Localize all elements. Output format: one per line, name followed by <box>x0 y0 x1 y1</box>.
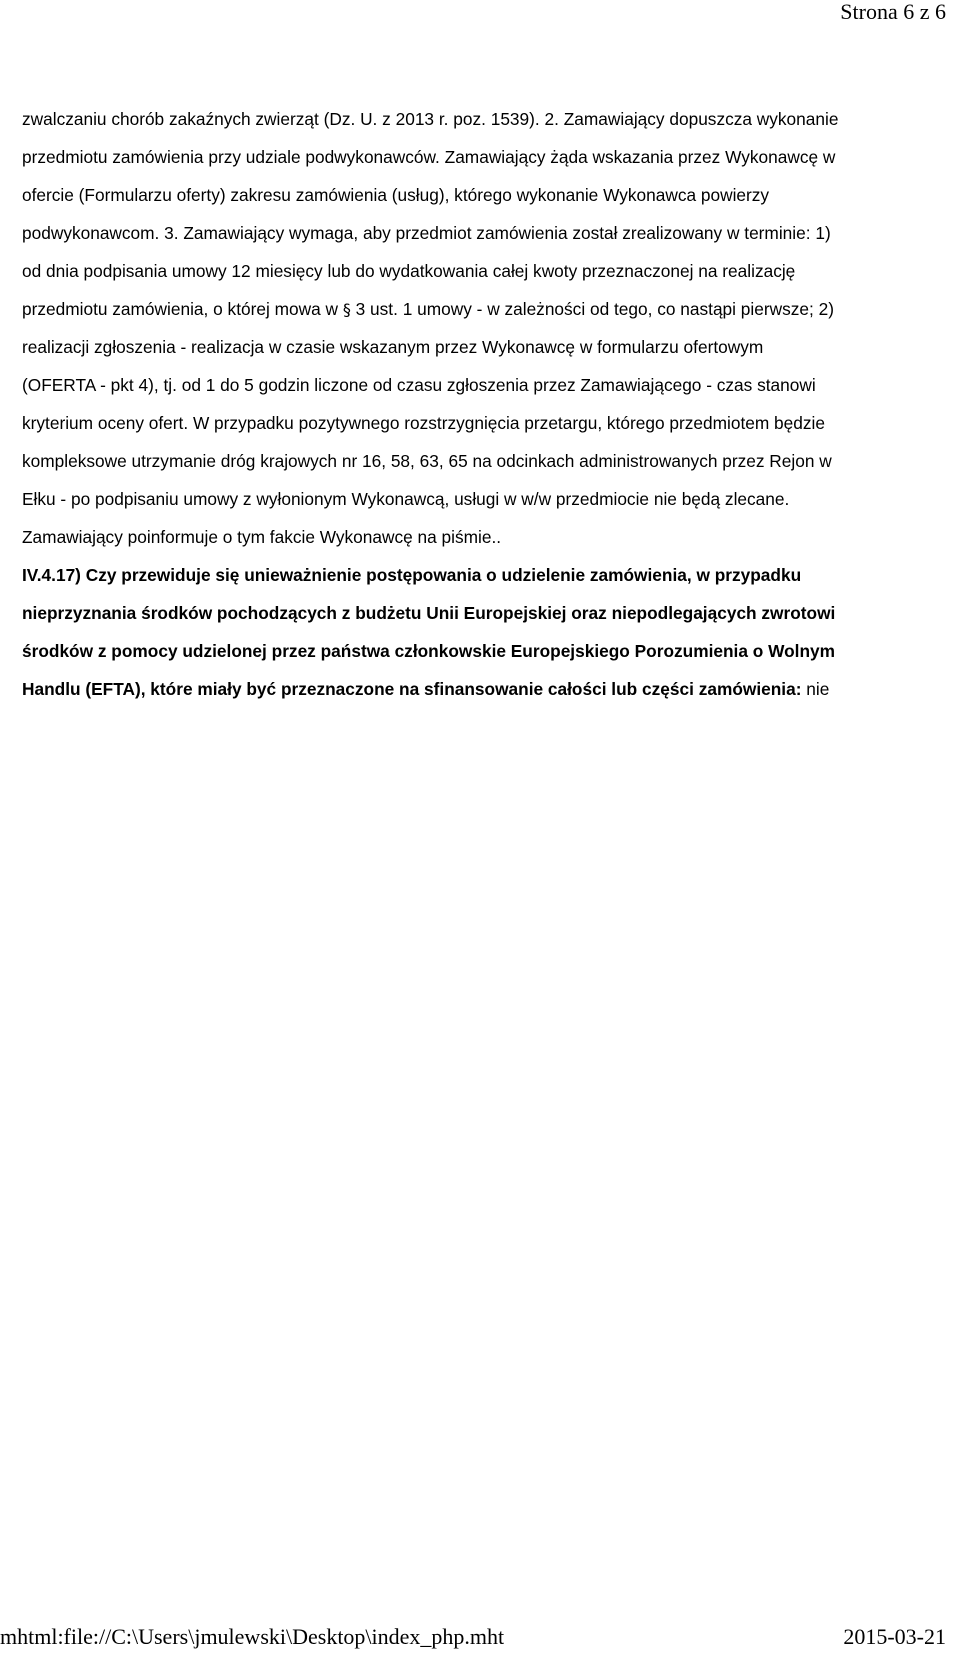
question-line: środków z pomocy udzielonej przez państwa członkowskie Europejskiego Porozumienia o Wolnym <box>22 641 836 661</box>
text-fragment: 3 ust. 1 umowy - w zależności od tego, co nastąpi pierwsze; 2) <box>355 299 834 319</box>
text-line: ofercie (Formularzu oferty) zakresu zamówienia (usług), którego wykonanie Wykonawca powierzy <box>22 185 770 205</box>
page-indicator: Strona 6 z 6 <box>840 0 946 24</box>
section-sign: § <box>342 300 351 319</box>
text-line: przedmiotu zamówienia przy udziale podwykonawców. Zamawiający żąda wskazania przez Wykonawcę w <box>22 147 836 167</box>
document-body <box>22 100 950 708</box>
text-line: kompleksowe utrzymanie dróg krajowych nr 16, 58, 63, 65 na odcinkach administrowanych przez Rejon w <box>22 451 832 471</box>
question-line <box>22 670 950 708</box>
text-line: od dnia podpisania umowy 12 miesięcy lub do wydatkowania całej kwoty przeznaczonej na realizację <box>22 261 796 281</box>
footer-date: 2015-03-21 <box>843 1624 946 1649</box>
text-line <box>22 290 950 328</box>
page-footer <box>0 1623 960 1654</box>
text-line: podwykonawcom. 3. Zamawiający wymaga, aby przedmiot zamówienia został zrealizowany w terminie: 1) <box>22 223 831 243</box>
text-line: Ełku - po podpisaniu umowy z wyłonionym Wykonawcą, usługi w w/w przedmiocie nie będą zlecane. <box>22 489 790 509</box>
footer-file-path: mhtml:file://C:\Users\jmulewski\Desktop\index_php.mht <box>0 1624 505 1649</box>
text-fragment: przedmiotu zamówienia, o której mowa w <box>22 299 338 319</box>
question-line: nieprzyznania środków pochodzących z budżetu Unii Europejskiej oraz niepodlegających zwrotowi <box>22 603 836 623</box>
text-line: realizacji zgłoszenia - realizacja w czasie wskazanym przez Wykonawcę w formularzu ofertowym <box>22 337 764 357</box>
question-line: IV.4.17) Czy przewiduje się unieważnienie postępowania o udzielenie zamówienia, w przypadku <box>22 565 802 585</box>
question-text: Handlu (EFTA), które miały być przeznaczone na sfinansowanie całości lub części zamówienia: <box>22 679 802 699</box>
answer-value: nie <box>806 679 830 699</box>
text-line: zwalczaniu chorób zakaźnych zwierząt (Dz. U. z 2013 r. poz. 1539). 2. Zamawiający dopuszcza wykonanie <box>22 109 839 129</box>
text-line: (OFERTA - pkt 4), tj. od 1 do 5 godzin liczone od czasu zgłoszenia przez Zamawiającego - czas stanowi <box>22 375 816 395</box>
text-line: Zamawiający poinformuje o tym fakcie Wykonawcę na piśmie.. <box>22 527 502 547</box>
text-line: kryterium oceny ofert. W przypadku pozytywnego rozstrzygnięcia przetargu, którego przedmiotem będzie <box>22 413 825 433</box>
